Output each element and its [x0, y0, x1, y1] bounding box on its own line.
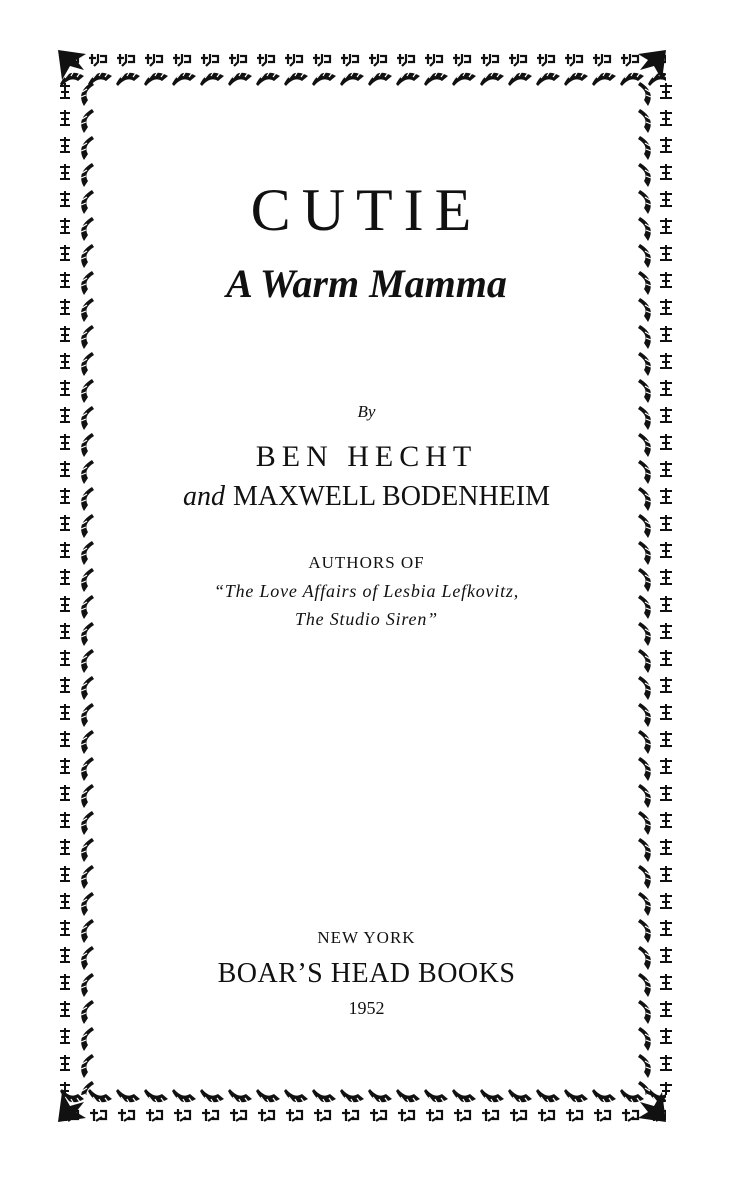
previous-work-line-2: The Studio Siren” — [295, 609, 438, 629]
imprint-city: NEW YORK — [317, 928, 416, 947]
ornamental-border-bottom — [58, 1083, 666, 1127]
imprint-publisher: BOAR’S HEAD BOOKS — [217, 958, 516, 989]
author-name-secondary: MAXWELL BODENHEIM — [232, 481, 551, 512]
vine-ornament-icon — [58, 1083, 666, 1127]
corner-ornament-icon — [56, 1088, 92, 1124]
ornamental-border-left — [56, 80, 96, 1095]
vine-ornament-icon — [636, 80, 676, 1095]
corner-ornament-icon — [56, 48, 92, 84]
corner-ornament-icon — [632, 1088, 668, 1124]
book-title: CUTIE — [250, 177, 483, 243]
imprint-year: 1952 — [348, 998, 385, 1018]
author-line-secondary — [100, 481, 633, 513]
ornamental-border-right — [636, 80, 676, 1095]
author-conjunction: and — [182, 481, 225, 512]
vine-ornament-icon — [58, 48, 666, 92]
byline: By — [357, 402, 376, 421]
previous-works-heading: AUTHORS OF — [308, 553, 425, 572]
vine-ornament-icon — [56, 80, 96, 1095]
previous-work-line-1: “The Love Affairs of Lesbia Lefkovitz, — [213, 581, 520, 601]
author-name-primary: BEN HECHT — [255, 440, 478, 473]
corner-ornament-icon — [632, 48, 668, 84]
book-subtitle: A Warm Mamma — [226, 261, 507, 306]
ornamental-border-top — [58, 48, 666, 92]
